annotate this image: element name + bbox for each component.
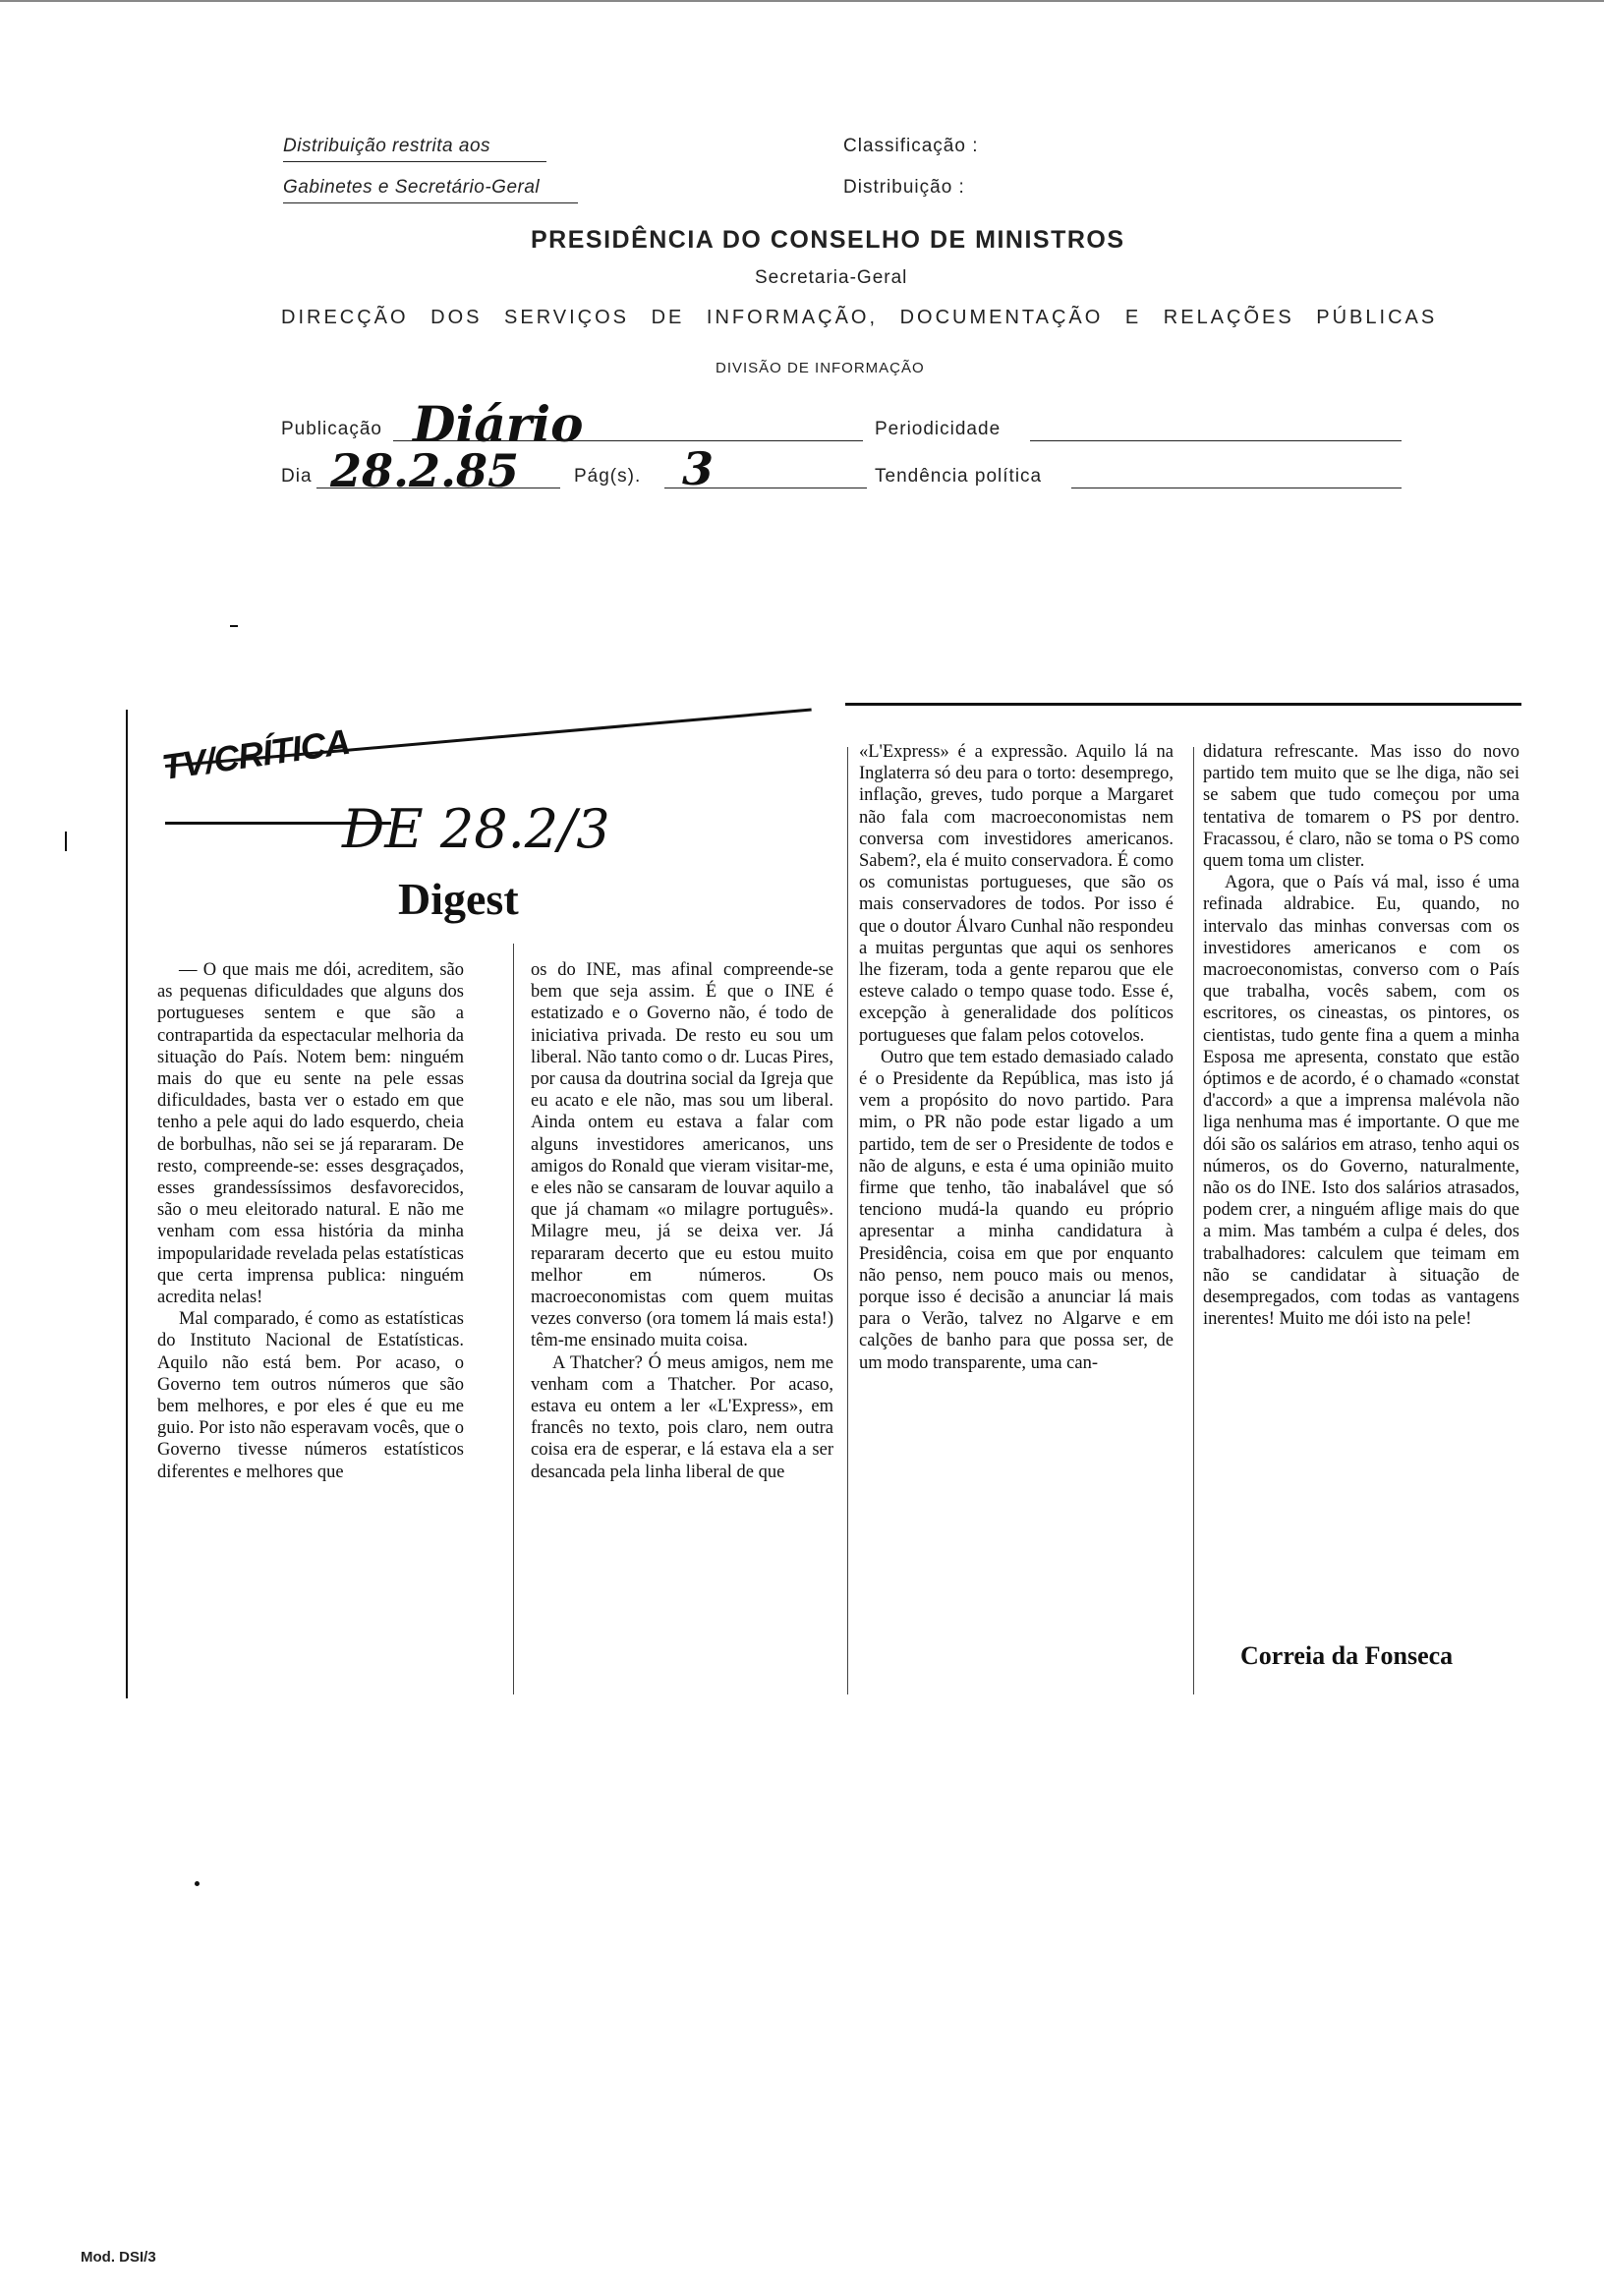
clipping-left-rule: [126, 710, 128, 1698]
distribuicao-label: Distribuição :: [843, 177, 965, 198]
periodicidade-label: Periodicidade: [875, 419, 1002, 439]
institution-title: PRESIDÊNCIA DO CONSELHO DE MINISTROS: [531, 226, 1125, 254]
dash-mark: [230, 625, 238, 627]
pags-value: 3: [682, 442, 715, 495]
form-code: Mod. DSI/3: [81, 2249, 156, 2266]
column-rule-1: [513, 944, 514, 1694]
article-column-2: [531, 959, 833, 1483]
article-column-1: [157, 959, 464, 1483]
publicacao-line: [393, 440, 863, 441]
column-rule-2: [847, 747, 848, 1694]
handwritten-note: DE 28.2/3: [342, 798, 610, 860]
publicacao-label: Publicação: [281, 419, 382, 439]
divisao-label: DIVISÃO DE INFORMAÇÃO: [716, 360, 925, 376]
secretaria-label: Secretaria-Geral: [755, 267, 908, 288]
column-rule-3: [1193, 747, 1194, 1694]
paragraph: os do INE, mas afinal compreende-se bem que seja assim. É que o INE é estatizado e o Governo não, é todo de iniciativa privada. De resto eu sou um liberal. Não tanto como o dr. Lucas Pires, por causa da doutrina social da Igreja que eu acato e ele não, mas sou um liberal. Ainda ontem eu estava a falar com alguns investidores americanos, uns amigos do Ronald que vieram visitar-me, e eles não se cansaram de louvar aquilo a que já chamam «o milagre português». Milagre meu, já se deixa ver. Já repararam decerto que eu estou muito melhor em números. Os macroeconomistas com quem muitas vezes converso (ora tomem lá mais esta!) têm-me ensinado muita coisa.: [531, 960, 833, 1351]
publicacao-value: Diário: [413, 395, 584, 453]
paragraph: A Thatcher? Ó meus amigos, nem me venham com a Thatcher. Por acaso, estava eu ontem a ler «L'Express», em francês no texto, pois claro, nem outra coisa era de esperar, e lá estava ela a ser desancada pela linha liberal de que: [531, 1352, 833, 1482]
restricted-underline-2: [283, 202, 578, 203]
pags-label: Pág(s).: [574, 466, 642, 487]
side-mark: [65, 832, 67, 851]
restricted-line-2: Gabinetes e Secretário-Geral: [283, 177, 541, 198]
article-column-3: [859, 741, 1174, 1374]
paragraph: «L'Express» é a expressão. Aquilo lá na Inglaterra só deu para o torto: desemprego, inflação, greves, tudo porque a Margaret não fala com macroeconomistas nem conversa com investidores americanos. Sabem?, ela é muito conservadora. É como os comunistas portugueses, que são os mais conservadores de todos. Por isso é que o doutor Álvaro Cunhal não respondeu a muitas perguntas que aqui os senhores lhe fizeram, toda a gente reparou que ele esteve calado o tempo quase todo. Esse é, excepção à generalidade dos políticos portugueses que falam pelos cotovelos.: [859, 742, 1174, 1046]
top-border: [0, 0, 1604, 2]
article-signature: Correia da Fonseca: [1240, 1641, 1454, 1670]
paragraph: Outro que tem estado demasiado calado é o Presidente da República, mas isto já vem a propósito do novo partido. Para mim, o PR não pode estar ligado a um partido, tem de ser o Presidente de todos e não de alguns, e esta é uma opinião muito firme que tenho, tão inabalável que só tenciono mudá-la quando eu próprio apresentar a minha candidatura à Presidência, coisa em que por enquanto não penso, nem pouco mais ou menos, porque isso é decisão a anunciar lá mais para o Verão, talvez no Algarve e em calções de banho para que possa ser, de um modo transparente, uma can-: [859, 1047, 1174, 1373]
dot-mark: [195, 1881, 200, 1886]
restricted-underline-1: [283, 161, 546, 162]
article-column-4: [1203, 741, 1519, 1330]
dia-label: Dia: [281, 466, 313, 487]
periodicidade-line: [1030, 440, 1402, 441]
clipping-top-rule: [845, 703, 1521, 706]
article-title: Digest: [398, 874, 519, 924]
tendencia-label: Tendência política: [875, 466, 1043, 487]
paragraph: Mal comparado, é como as estatísticas do Instituto Nacional de Estatísticas. Aquilo não está bem. Por acaso, o Governo tem outros números que são bem melhores, e por eles é que eu me guio. Por isto não esperavam vocês, que o Governo tivesse números estatísticos diferentes e melhores que: [157, 1309, 464, 1482]
section-label: TV/CRÍTICA: [159, 720, 352, 788]
restricted-line-1: Distribuição restrita aos: [283, 136, 491, 156]
dia-value: 28.2.85: [330, 444, 520, 497]
paragraph: Agora, que o País vá mal, isso é uma refinada aldrabice. Eu, quando, no intervalo das minhas conversas com os investidores americanos e com os macroeconomistas, converso com o País que trabalha, vocês sabem, com os escritores, os cineastas, os pintores, os cientistas, tudo gente fina a quem a minha Esposa me apresenta, constato que estão óptimos e de acordo, é o chamado «constat d'accord» a que a imprensa malévola não liga nenhuma mas é importante. O que me dói são os salários em atraso, tenho aqui os números, os do Governo, naturalmente, não os do INE. Isto dos salários atrasados, podem crer, a ninguém aflige mais do que a mim. Mas também a culpa é deles, dos trabalhadores: calculem que teimam em não se candidatar à situação de desempregados, com todas as vantagens inerentes! Muito me dói isto na pele!: [1203, 873, 1519, 1330]
classificacao-label: Classificação :: [843, 136, 979, 156]
direccao-label: DIRECÇÃO DOS SERVIÇOS DE INFORMAÇÃO, DOCUMENTAÇÃO E RELAÇÕES PÚBLICAS: [281, 307, 1438, 328]
paragraph: didatura refrescante. Mas isso do novo partido tem muito que se lhe diga, não sei se sabem que tudo começou por uma tentativa de tomarem o PS por dentro. Fracassou, é claro, não se toma o PS como quem toma um clister.: [1203, 742, 1519, 872]
paragraph: — O que mais me dói, acreditem, são as pequenas dificuldades que alguns dos portugueses sentem e que são a contrapartida da espectacular melhoria da situação do País. Notem bem: ninguém mais do que eu sente na pele essas dificuldades, basta ver o estado em que tenho a pele aqui do lado esquerdo, cheia de borbulhas, não sei se já repararam. De resto, compreende-se: esses desgraçados, esses grandessíssimos desfavorecidos, são o meu eleitorado natural. E não me venham com essa história da minha impopularidade revelada pelas estatísticas que certa imprensa publica: ninguém acredita nelas!: [157, 960, 464, 1308]
